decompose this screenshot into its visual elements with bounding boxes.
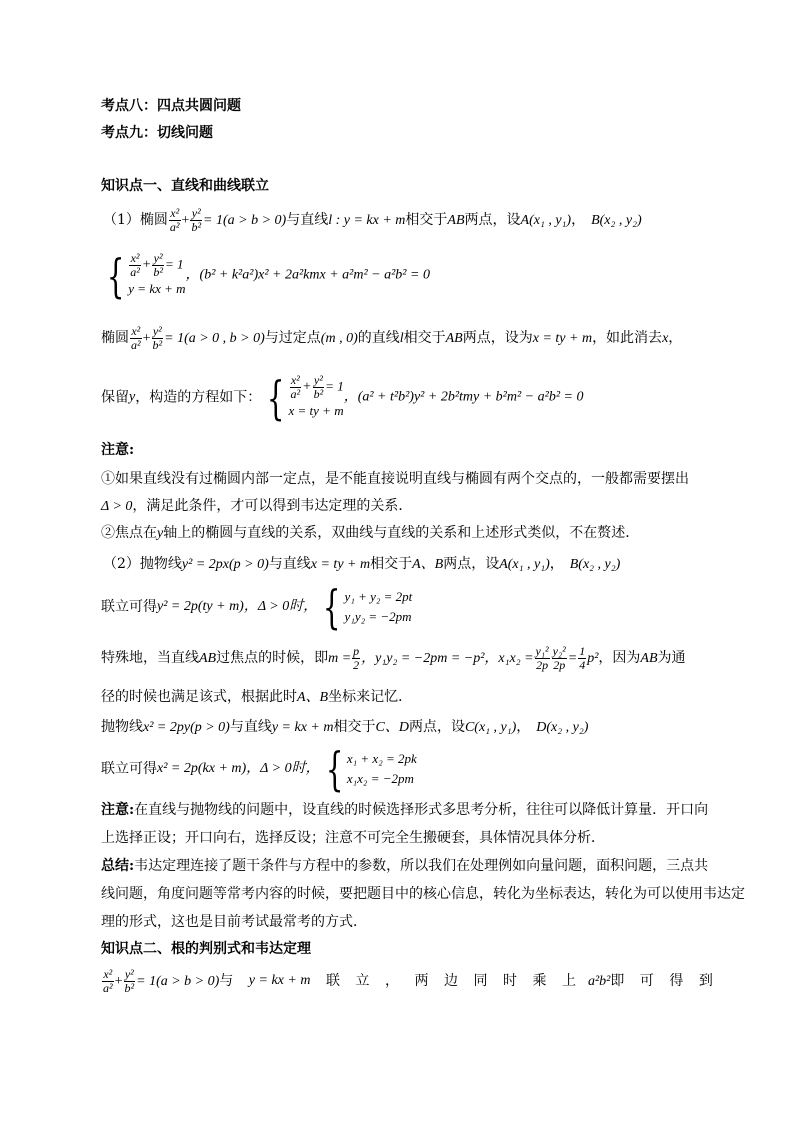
item1-after: 相交于 (405, 212, 448, 228)
heading-knowledge-1: 知识点一、直线和曲线联立 (101, 178, 269, 194)
note2-line1: 注意:在直线与抛物线的问题中，设直线的时候选择形式多思考分析，往往可以降低计算量．开口向 (101, 802, 709, 818)
item2-system2: 联立可得x² = 2p(kx + m)，Δ > 0时， { x₁ + x₂ = 2pk x₁x₂ = −2pm (101, 742, 417, 796)
item1b-line1: 椭圆 $\frac{\text{x²}}{\text{a²}}$ + $\frac{\text{y²}}{\text{b²}}$ = 1(a > 0 , b > 0)与过定点(m , 0)的直线l相交于AB两点，设为x = ty + m，如此消去x， (101, 323, 683, 352)
item2-parabola2: 抛物线x² = 2py(p > 0)与直线y = kx + m相交于C、D两点，设C(x₁ , y₁)， D(x₂ , y₂) (101, 719, 589, 735)
frac-y2-b2: $\frac{\text{y²}}{\text{b²}}$ (191, 205, 202, 234)
item1-mid: 与直线 (286, 212, 329, 228)
note-label: 注意: (101, 442, 135, 458)
k2-line: $\frac{\text{x²}}{\text{a²}}$ + $\frac{\text{y²}}{\text{b²}}$ = 1(a > b > 0)与 y = kx + m 联 立 ， 两 边 同 时 乘 上 a²b²即 可 得 到 (103, 966, 713, 995)
item1-line: （1）椭圆 $\frac{\text{x²}}{\text{a²}}$ + $\frac{\text{y²}}{\text{b²}}$ = 1(a > b > 0)与直线l : y = kx + m相交于AB两点，设A(x₁ , y₁)， B(x₂ , y₂) (103, 205, 642, 234)
item1-line-eq: l : y = kx + m (328, 213, 406, 228)
summary-line3: 理的形式，这也是目前考试最常考的方式． (101, 914, 367, 930)
item2-special-line2: 径的时候也满足该式，根据此时A、B坐标来记忆． (101, 689, 413, 705)
note-p1-line1: ①如果直线没有过椭圆内部一定点，是不能直接说明直线与椭圆有两个交点的，一般都需要摆出 (101, 471, 689, 487)
plus-sign: + (181, 213, 190, 228)
item2-system: 联立可得y² = 2p(ty + m)，Δ > 0时， { y₁ + y₂ = 2pt y₁y₂ = −2pm (101, 580, 413, 634)
item2-special-line1: 特殊地，当直线AB过焦点的时候，即m = $\frac{p}{2}$ ，y₁y₂ = −2pm = −p²，x₁x₂ = $\frac{\text{y₁²}}{2p}$ $\frac{\text{y₂²}}{2p}$ = $\frac{1}{4}$ p²，因为AB为通 (101, 643, 686, 672)
item1-point-a: A(x₁ , y₁) (520, 213, 572, 228)
summary-line2: 线问题，角度问题等常考内容的时候，要把题目中的核心信息，转化为坐标表达，转化为可以使用韦达定 (101, 886, 745, 902)
heading-knowledge-2: 知识点二、根的判别式和韦达定理 (101, 941, 311, 957)
item1-ab: AB (447, 213, 465, 228)
heading-kp8: 考点八：四点共圆问题 (101, 98, 241, 114)
ellipse-condition: = 1(a > b > 0) (203, 213, 287, 228)
item1-quadratic: ，(b² + k²a²)x² + 2a²kmx + a²m² − a²b² = 0 (185, 267, 430, 283)
note-p2: ②焦点在y轴上的椭圆与直线的关系，双曲线与直线的关系和上述形式类似，不在赘述． (101, 525, 640, 541)
heading-kp9: 考点九：切线问题 (101, 125, 213, 141)
item1-point-b: B(x₂ , y₂) (591, 213, 642, 228)
frac-x2-a2: $\frac{\text{x²}}{\text{a²}}$ (169, 205, 180, 234)
item1-prefix: （1）椭圆 (103, 212, 168, 228)
item1-tail: 两点，设 (464, 212, 521, 228)
note2-line2: 上选择正设；开口向右，选择反设；注意不可完全生搬硬套，具体情况具体分析． (101, 830, 605, 846)
item1-system: { $\frac{\text{x²}}{\text{a²}}$ + $\frac{\text{y²}}{\text{b²}}$ = 1 y = kx + m ，(b² + k²a²)x² + 2a²kmx + a²m² − a²b² = 0 (106, 248, 430, 303)
item2-line: （2）抛物线y² = 2px(p > 0)与直线x = ty + m相交于A、B两点，设A(x₁ , y₁)， B(x₂ , y₂) (103, 556, 621, 572)
item1b-line2: 保留y，构造的方程如下： { $\frac{\text{x²}}{\text{a²}}$ + $\frac{\text{y²}}{\text{b²}}$ = 1 x = ty + m ，(a² + t²b²)y² + 2b²tmy + b²m² − a²b² = 0 (101, 370, 584, 425)
summary-line1: 总结:韦达定理连接了题干条件与方程中的参数，所以我们在处理例如向量问题，面积问题，三点共 (101, 858, 709, 874)
note-p1-line2: Δ > 0，满足此条件，才可以得到韦达定理的关系． (101, 498, 413, 514)
